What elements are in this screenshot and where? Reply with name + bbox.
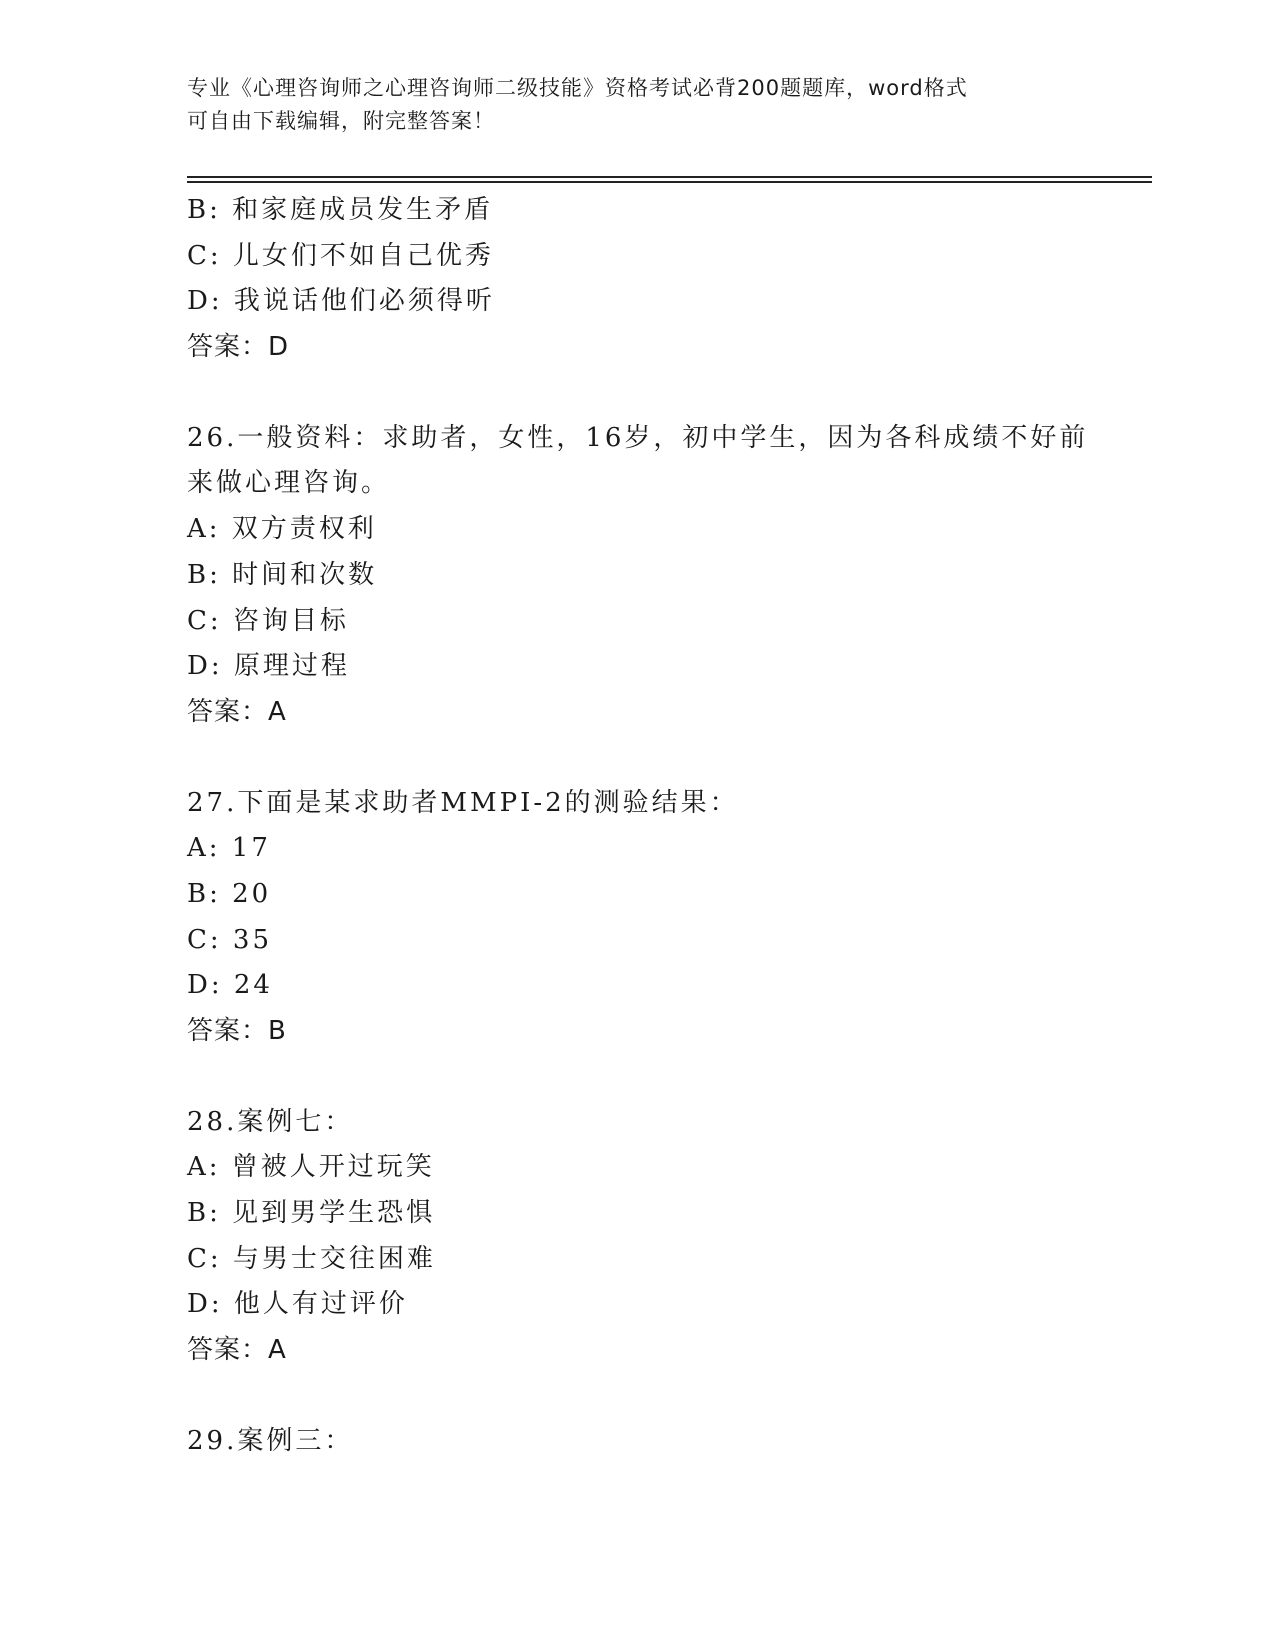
option-c: C: 35: [187, 924, 273, 955]
option-a: A: 曾被人开过玩笑: [187, 1152, 435, 1183]
option-b: B: 20: [187, 878, 272, 909]
option-d: D: 他人有过评价: [187, 1289, 408, 1320]
option-a: A: 17: [187, 833, 271, 864]
question-stem-cont: 来做心理咨询。: [187, 468, 391, 499]
option-c: C: 咨询目标: [187, 605, 349, 636]
option-b: B: 见到男学生恐惧: [187, 1198, 436, 1229]
option-d: D: 24: [187, 970, 273, 1001]
question-25-continued: [187, 188, 1087, 371]
option-c: C: 儿女们不如自己优秀: [187, 240, 494, 271]
question-26: [187, 416, 1087, 736]
question-stem: 27.下面是某求助者MMPI-2的测验结果：: [187, 787, 739, 818]
question-stem: 26.一般资料：求助者，女性，16岁，初中学生，因为各科成绩不好前: [187, 422, 1089, 453]
option-d: D: 原理过程: [187, 651, 350, 682]
question-27: [187, 781, 1087, 1055]
question-28: [187, 1100, 1087, 1374]
question-list: [187, 188, 1087, 1465]
header-line-2: 可自由下载编辑，附完整答案！: [187, 109, 495, 133]
question-stem: 29.案例三：: [187, 1425, 354, 1456]
option-c: C: 与男士交往困难: [187, 1243, 436, 1274]
option-d: D: 我说话他们必须得听: [187, 286, 495, 317]
answer: 答案：B: [187, 1016, 287, 1046]
option-b: B: 和家庭成员发生矛盾: [187, 195, 494, 225]
document-header: [187, 72, 1067, 138]
header-divider-top: [187, 176, 1152, 178]
answer: 答案：A: [187, 1335, 287, 1366]
question-29: [187, 1419, 1087, 1465]
question-stem: 28.案例七：: [187, 1106, 354, 1137]
header-line-1: 专业《心理咨询师之心理咨询师二级技能》资格考试必背200题题库，word格式: [187, 76, 968, 100]
header-divider-bottom: [187, 181, 1152, 183]
option-a: A: 双方责权利: [187, 514, 377, 545]
option-b: B: 时间和次数: [187, 559, 378, 590]
answer: 答案：D: [187, 332, 290, 363]
answer: 答案：A: [187, 696, 287, 727]
